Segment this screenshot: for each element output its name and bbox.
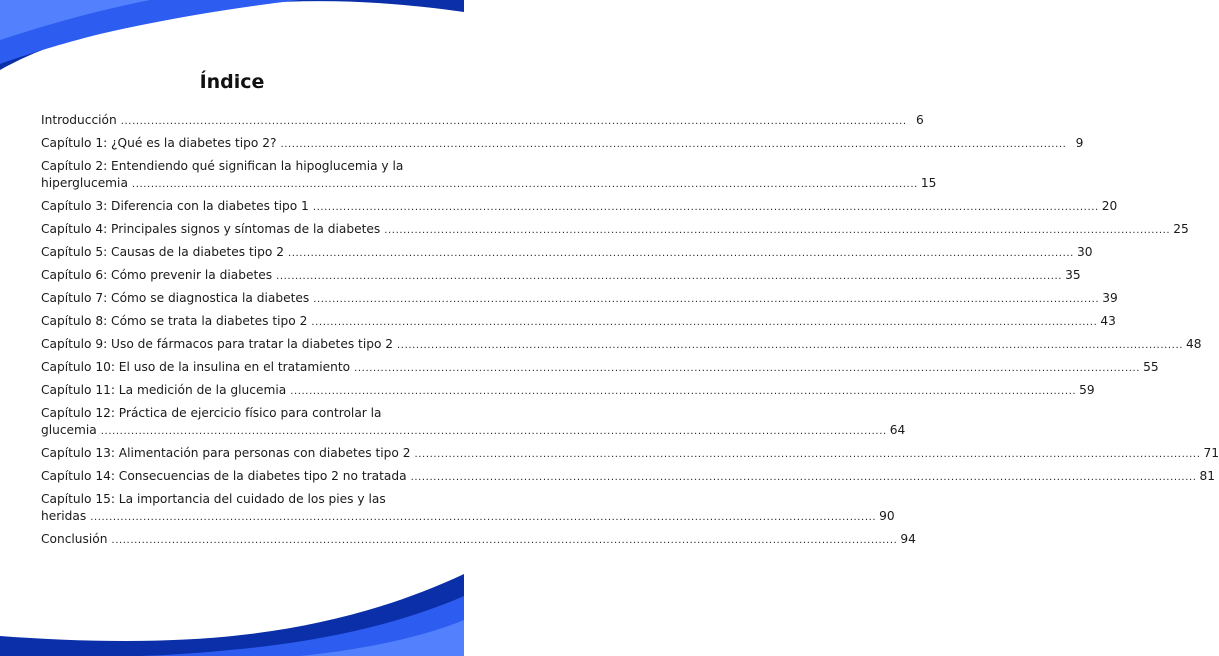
toc-entry-title: glucemia: [41, 423, 97, 437]
toc-entry-title: Introducción: [41, 113, 117, 127]
toc-entry-title: Capítulo 5: Causas de la diabetes tipo 2: [41, 245, 284, 259]
toc-page-number: 81: [1199, 469, 1216, 483]
toc-page-number: 55: [1143, 360, 1159, 374]
toc-page-number: 48: [1186, 337, 1202, 351]
toc-entry-title: Conclusión: [41, 532, 108, 546]
toc-entry-title: Capítulo 11: La medición de la glucemia: [41, 383, 287, 397]
toc-page-number: 15: [920, 176, 937, 190]
toc-entry-title: Capítulo 8: Cómo se trata la diabetes tipo 2: [41, 314, 308, 328]
toc-leader-dots: [111, 532, 897, 549]
toc-entry-title-line1: Capítulo 12: Práctica de ejercicio físico para controlar la: [41, 406, 382, 420]
toc-entry-title: Capítulo 10: El uso de la insulina en el tratamiento: [41, 360, 351, 374]
toc-entry-capitulo-9[interactable]: [41, 336, 1202, 354]
toc-entry-title: Capítulo 9: Uso de fármacos para tratar la diabetes tipo 2: [41, 337, 394, 351]
toc-entry-capitulo-6[interactable]: [41, 267, 1081, 285]
page-title: Índice: [199, 71, 265, 93]
toc-entry-introduccion[interactable]: [41, 112, 924, 130]
toc-entry-title: Capítulo 1: ¿Qué es la diabetes tipo 2?: [41, 136, 277, 150]
toc-leader-dots: [280, 136, 1066, 153]
toc-entry-capitulo-5[interactable]: [41, 244, 1093, 262]
toc-entry-title: heridas: [41, 509, 87, 523]
toc-page-number: 6: [915, 113, 924, 127]
toc-page-number: 25: [1173, 222, 1189, 236]
toc-entry-title: hiperglucemia: [41, 176, 128, 190]
toc-leader-dots: [311, 314, 1097, 331]
toc-page-number: 35: [1065, 268, 1081, 282]
toc-entry-capitulo-8[interactable]: [41, 313, 1116, 331]
toc-page-number: 30: [1076, 245, 1093, 259]
bottom-wave-decoration: [0, 566, 464, 656]
toc-entry-title: Capítulo 6: Cómo prevenir la diabetes: [41, 268, 273, 282]
toc-leader-dots: [90, 509, 876, 526]
toc-entry-capitulo-11[interactable]: [41, 382, 1095, 400]
toc-entry-title: Capítulo 14: Consecuencias de la diabetes tipo 2 no tratada: [41, 469, 407, 483]
toc-leader-dots: [354, 360, 1140, 377]
toc-page-number: 64: [889, 423, 906, 437]
toc-page-number: 94: [900, 532, 916, 546]
toc-leader-dots: [290, 383, 1076, 400]
toc-leader-dots: [411, 469, 1197, 486]
toc-page-number: 90: [879, 509, 895, 523]
toc-page-number: 59: [1079, 383, 1095, 397]
toc-entry-title: Capítulo 4: Principales signos y síntomas de la diabetes: [41, 222, 381, 236]
toc-entry-capitulo-12[interactable]: [41, 405, 906, 440]
toc-entry-conclusion[interactable]: [41, 531, 916, 549]
toc-page-number: 9: [1075, 136, 1084, 150]
toc-entry-capitulo-4[interactable]: [41, 221, 1189, 239]
toc-leader-dots: [415, 446, 1201, 463]
toc-page-number: 39: [1102, 291, 1118, 305]
toc-leader-dots: [288, 245, 1074, 262]
toc-entry-capitulo-13[interactable]: [41, 445, 1219, 463]
toc-leader-dots: [313, 199, 1099, 216]
toc-page-number: 43: [1100, 314, 1116, 328]
toc-entry-title: Capítulo 3: Diferencia con la diabetes tipo 1: [41, 199, 309, 213]
toc-page-number: 20: [1101, 199, 1118, 213]
toc-entry-title-line1: Capítulo 15: La importancia del cuidado de los pies y las: [41, 492, 386, 506]
toc-entry-capitulo-14[interactable]: [41, 468, 1216, 486]
toc-entry-capitulo-7[interactable]: [41, 290, 1118, 308]
toc-entry-capitulo-2[interactable]: [41, 158, 937, 193]
toc-leader-dots: [397, 337, 1183, 354]
toc-leader-dots: [132, 176, 918, 193]
toc-entry-capitulo-1[interactable]: [41, 135, 1084, 153]
toc-entry-capitulo-3[interactable]: [41, 198, 1118, 216]
toc-leader-dots: [313, 291, 1099, 308]
toc-entry-capitulo-15[interactable]: [41, 491, 895, 526]
toc-leader-dots: [121, 113, 907, 130]
toc-leader-dots: [384, 222, 1170, 239]
toc-leader-dots: [276, 268, 1062, 285]
toc-entry-capitulo-10[interactable]: [41, 359, 1159, 377]
toc-entry-title-line1: Capítulo 2: Entendiendo qué significan la hipoglucemia y la: [41, 159, 404, 173]
table-of-contents: [41, 112, 1219, 554]
toc-entry-title: Capítulo 7: Cómo se diagnostica la diabetes: [41, 291, 310, 305]
toc-entry-title: Capítulo 13: Alimentación para personas con diabetes tipo 2: [41, 446, 411, 460]
toc-leader-dots: [101, 423, 887, 440]
toc-page-number: 71: [1203, 446, 1219, 460]
